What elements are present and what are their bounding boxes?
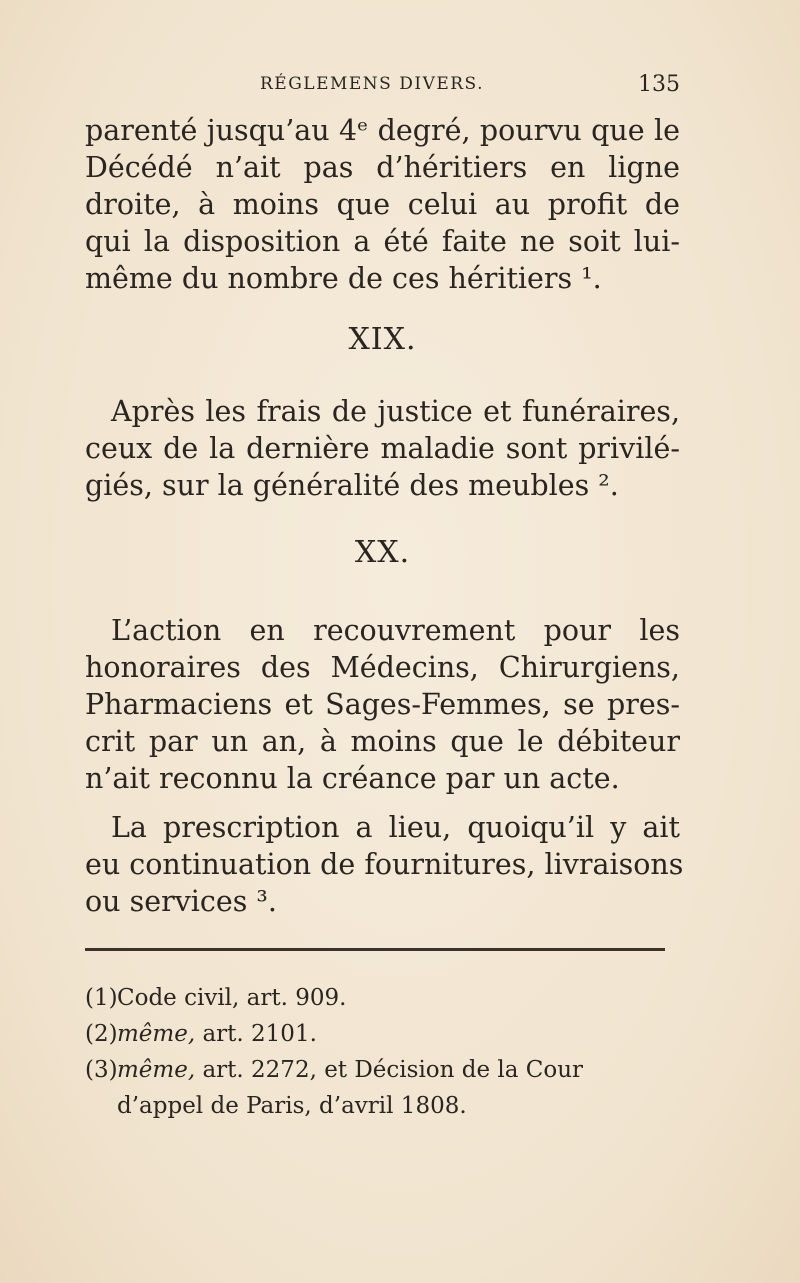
text-line: droite, à moins que celui au profit de (85, 188, 680, 221)
footnote-italic: même, (117, 1021, 196, 1047)
footnote-italic: même, (117, 1057, 196, 1083)
text-line: L’action en recouvrement pour les (111, 614, 680, 647)
section-heading-20: XX. (354, 535, 411, 570)
text-line: Décédé n’ait pas d’héritiers en ligne (85, 151, 680, 184)
text-line: eu continuation de fournitures, livraisons (85, 848, 684, 881)
footnote-marker: (3) (85, 1057, 118, 1083)
footnote-marker: (2) (85, 1021, 118, 1047)
running-title: RÉGLEMENS DIVERS. (260, 74, 485, 94)
text-line: Après les frais de justice et funéraires, (111, 395, 680, 428)
paragraph-3 (85, 612, 680, 797)
footnote-text: art. 2272, et Décision de la Cour (195, 1057, 584, 1083)
footnote-3 (85, 1052, 680, 1088)
footnote-text: art. 2101. (195, 1021, 317, 1047)
page-header (85, 74, 680, 104)
text-line: n’ait reconnu la créance par un acte. (85, 762, 620, 795)
text-line: ceux de la dernière maladie sont privilé- (85, 432, 680, 465)
text-line: crit par un an, à moins que le débiteur (85, 725, 680, 758)
footnotes (85, 980, 680, 1124)
footnote-divider (85, 948, 665, 951)
text-line: La prescription a lieu, quoiqu’il y ait (111, 811, 680, 844)
text-line: parenté jusqu’au 4ᵉ degré, pourvu que le (85, 114, 680, 147)
text-line: honoraires des Médecins, Chirurgiens, (85, 651, 680, 684)
section-heading-19: XIX. (348, 322, 417, 357)
page-number: 135 (638, 72, 680, 97)
footnote-3-continuation: d’appel de Paris, d’avril 1808. (117, 1093, 467, 1119)
text-line: même du nombre de ces héritiers ¹. (85, 262, 602, 295)
footnote-text: Code civil, art. 909. (117, 985, 347, 1011)
footnote-1 (85, 980, 680, 1016)
text-line: giés, sur la généralité des meubles ². (85, 469, 619, 502)
text-line: ou services ³. (85, 885, 277, 918)
footnote-2 (85, 1016, 680, 1052)
footnote-marker: (1) (85, 985, 118, 1011)
paragraph-4 (85, 809, 684, 920)
paragraph-1 (85, 112, 680, 297)
text-line: qui la disposition a été faite ne soit lui- (85, 225, 680, 258)
text-line: Pharmaciens et Sages-Femmes, se pres- (85, 688, 680, 721)
paragraph-2 (85, 393, 680, 504)
